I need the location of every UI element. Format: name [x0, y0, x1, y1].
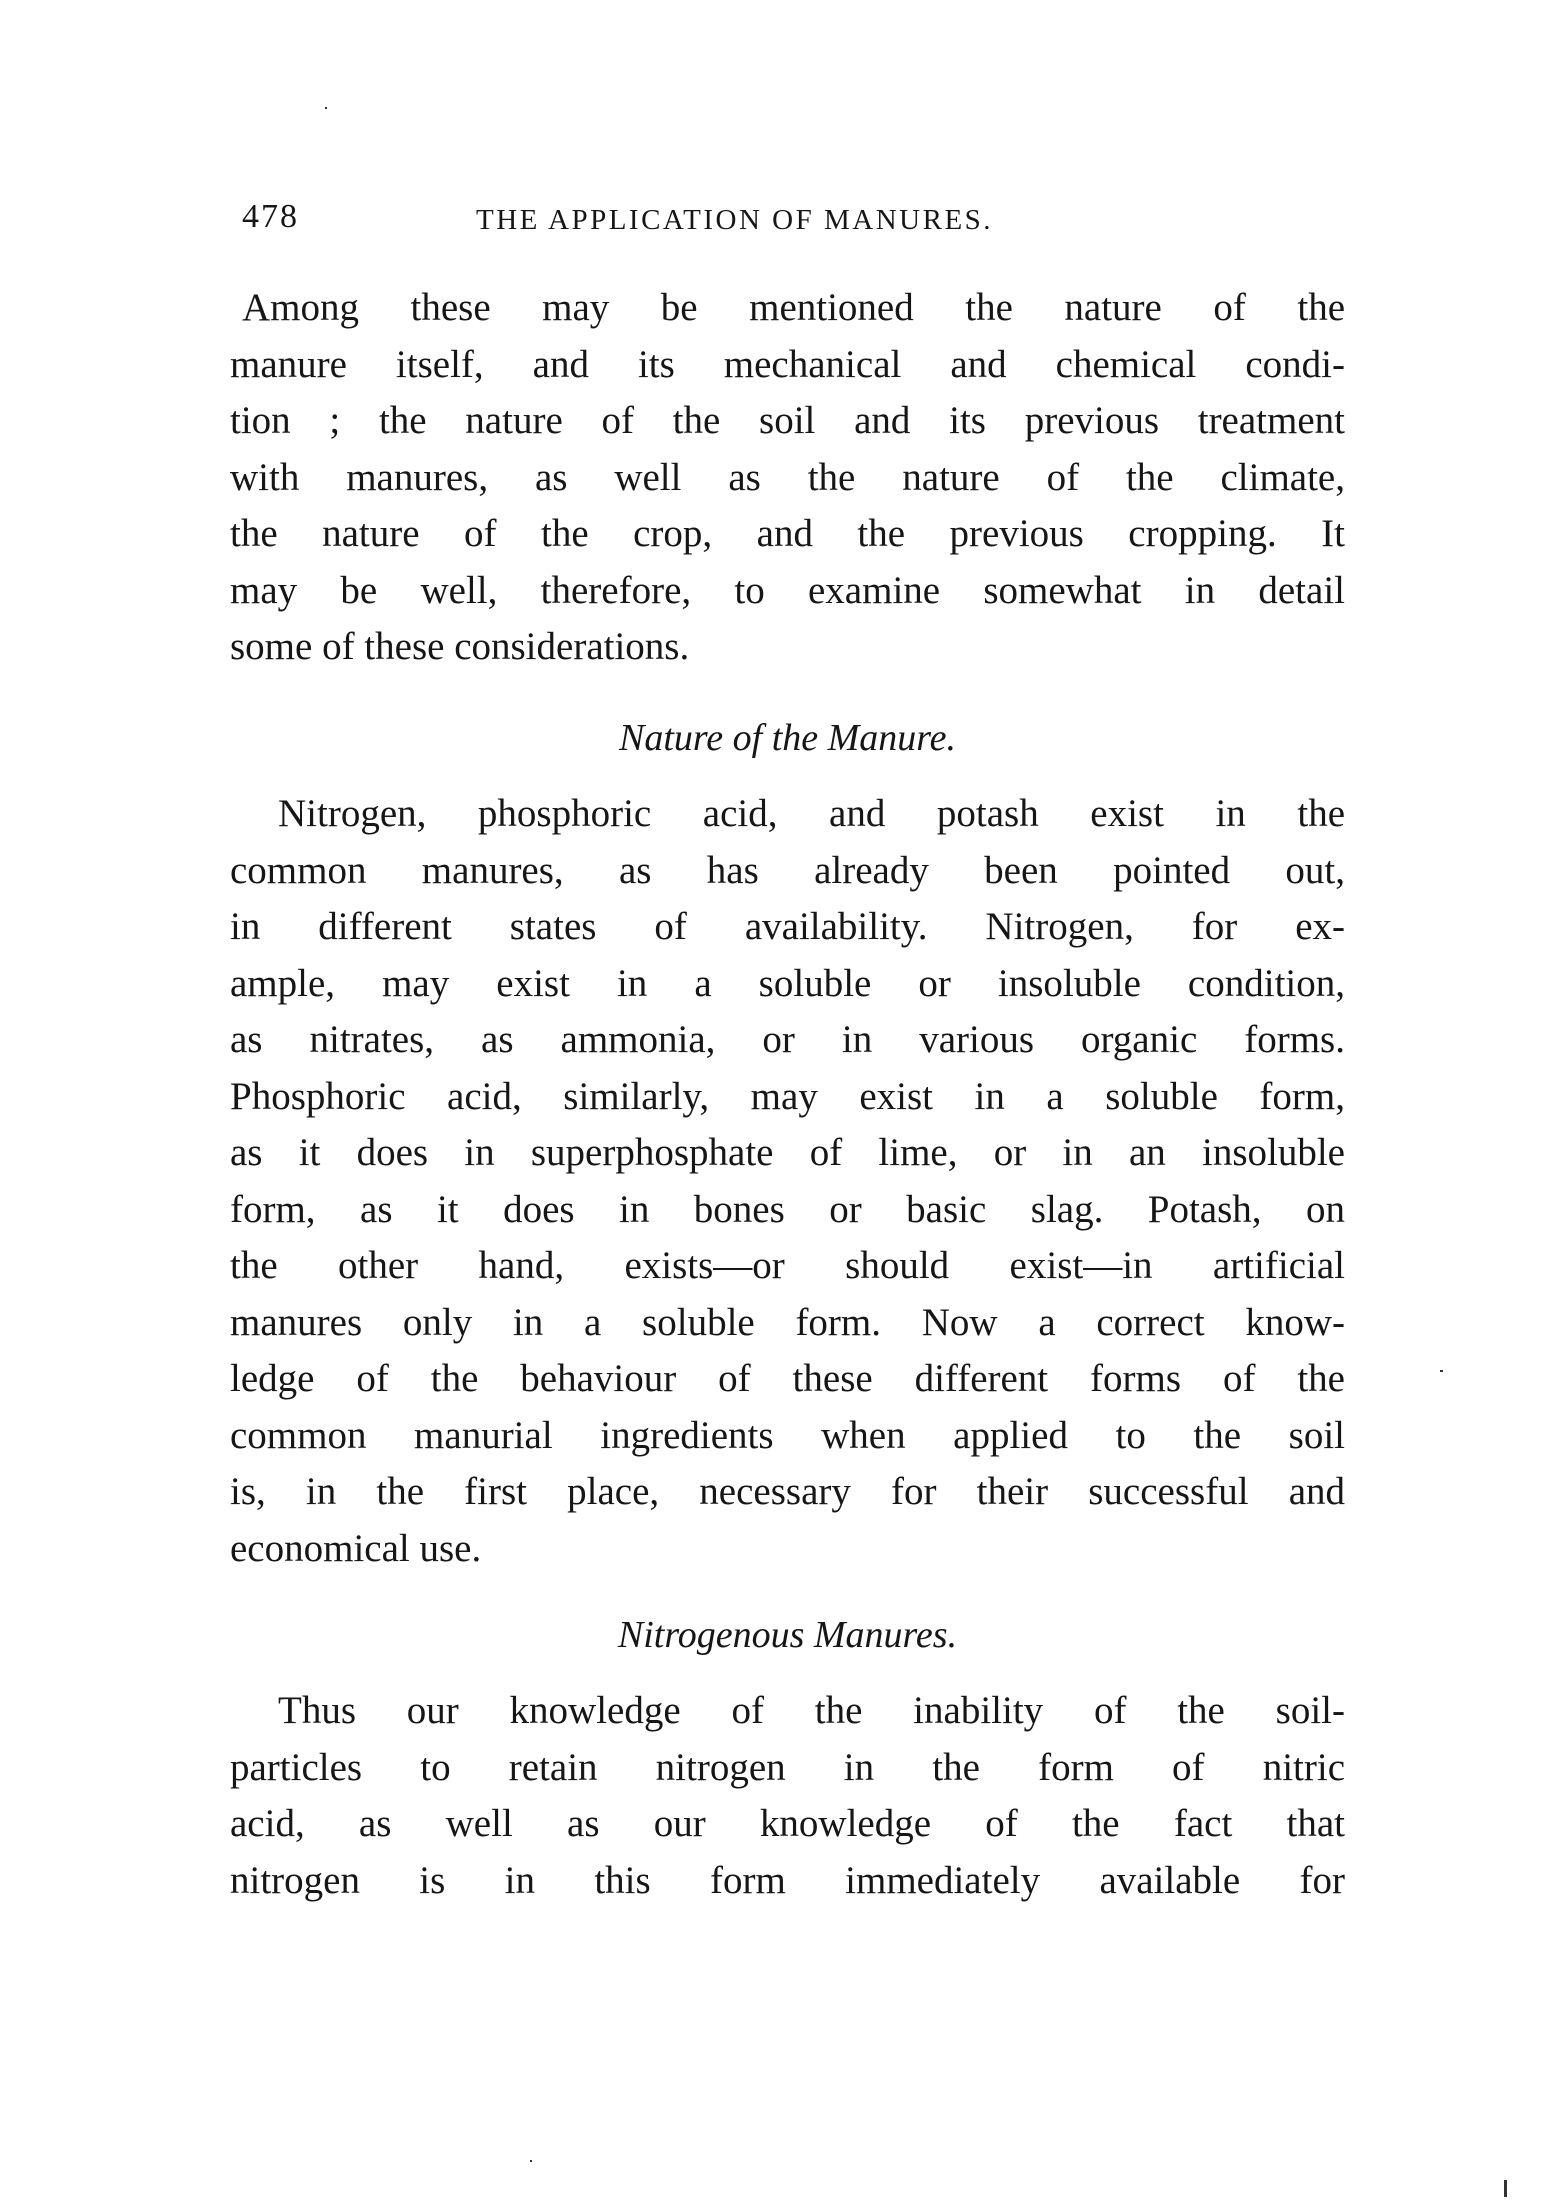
text-line: ample, may exist in a soluble or insoluble condition,: [230, 961, 1345, 1005]
section-heading-nitrogenous-manures: Nitrogenous Manures.: [617, 1614, 958, 1656]
text-line: the other hand, exists—or should exist—in artificial: [230, 1244, 1345, 1287]
page-header: [230, 198, 1335, 248]
text-line: with manures, as well as the nature of the climate,: [230, 455, 1345, 499]
text-line: is, in the first place, necessary for their successful and: [230, 1470, 1345, 1513]
text-line: as it does in superphosphate of lime, or in an insoluble: [230, 1131, 1345, 1174]
text-line: may be well, therefore, to examine somewhat in detail: [230, 568, 1345, 612]
paragraph-1: [230, 280, 1345, 676]
text-line: the nature of the crop, and the previous cropping. It: [230, 512, 1345, 555]
running-head: THE APPLICATION OF MANURES.: [476, 204, 994, 236]
text-line: Phosphoric acid, similarly, may exist in a soluble form,: [230, 1074, 1345, 1118]
page-number: 478: [242, 198, 299, 235]
text-line: acid, as well as our knowledge of the fact that: [230, 1802, 1345, 1845]
scan-speck: [325, 107, 327, 109]
text-line: ledge of the behaviour of these different forms of the: [230, 1357, 1345, 1400]
text-line: Thus our knowledge of the inability of the soil-: [278, 1689, 1345, 1732]
scan-mark: [1504, 2180, 1507, 2197]
text-line: manures only in a soluble form. Now a correct know-: [230, 1300, 1345, 1344]
text-line: Among these may be mentioned the nature of the: [242, 286, 1345, 329]
text-line: tion ; the nature of the soil and its previous treatment: [230, 399, 1345, 442]
text-line: Nitrogen, phosphoric acid, and potash exist in the: [278, 792, 1345, 835]
text-line: economical use.: [230, 1526, 482, 1570]
text-line: in different states of availability. Nitrogen, for ex-: [230, 905, 1345, 948]
text-line: manure itself, and its mechanical and chemical condi-: [230, 342, 1345, 386]
paragraph-2: [230, 786, 1345, 1577]
text-line: common manurial ingredients when applied to the soil: [230, 1413, 1345, 1457]
text-line: common manures, as has already been pointed out,: [230, 848, 1345, 892]
scan-speck: [530, 2160, 532, 2162]
text-line: as nitrates, as ammonia, or in various organic forms.: [230, 1018, 1345, 1061]
text-line: some of these considerations.: [230, 625, 690, 668]
paragraph-3: [230, 1683, 1345, 1909]
text-line: nitrogen is in this form immediately available for: [230, 1858, 1345, 1902]
scan-speck: [1440, 1370, 1443, 1372]
section-heading-nature-of-the-manure: Nature of the Manure.: [618, 717, 957, 759]
text-line: form, as it does in bones or basic slag. Potash, on: [230, 1187, 1345, 1231]
text-line: particles to retain nitrogen in the form of nitric: [230, 1745, 1345, 1789]
